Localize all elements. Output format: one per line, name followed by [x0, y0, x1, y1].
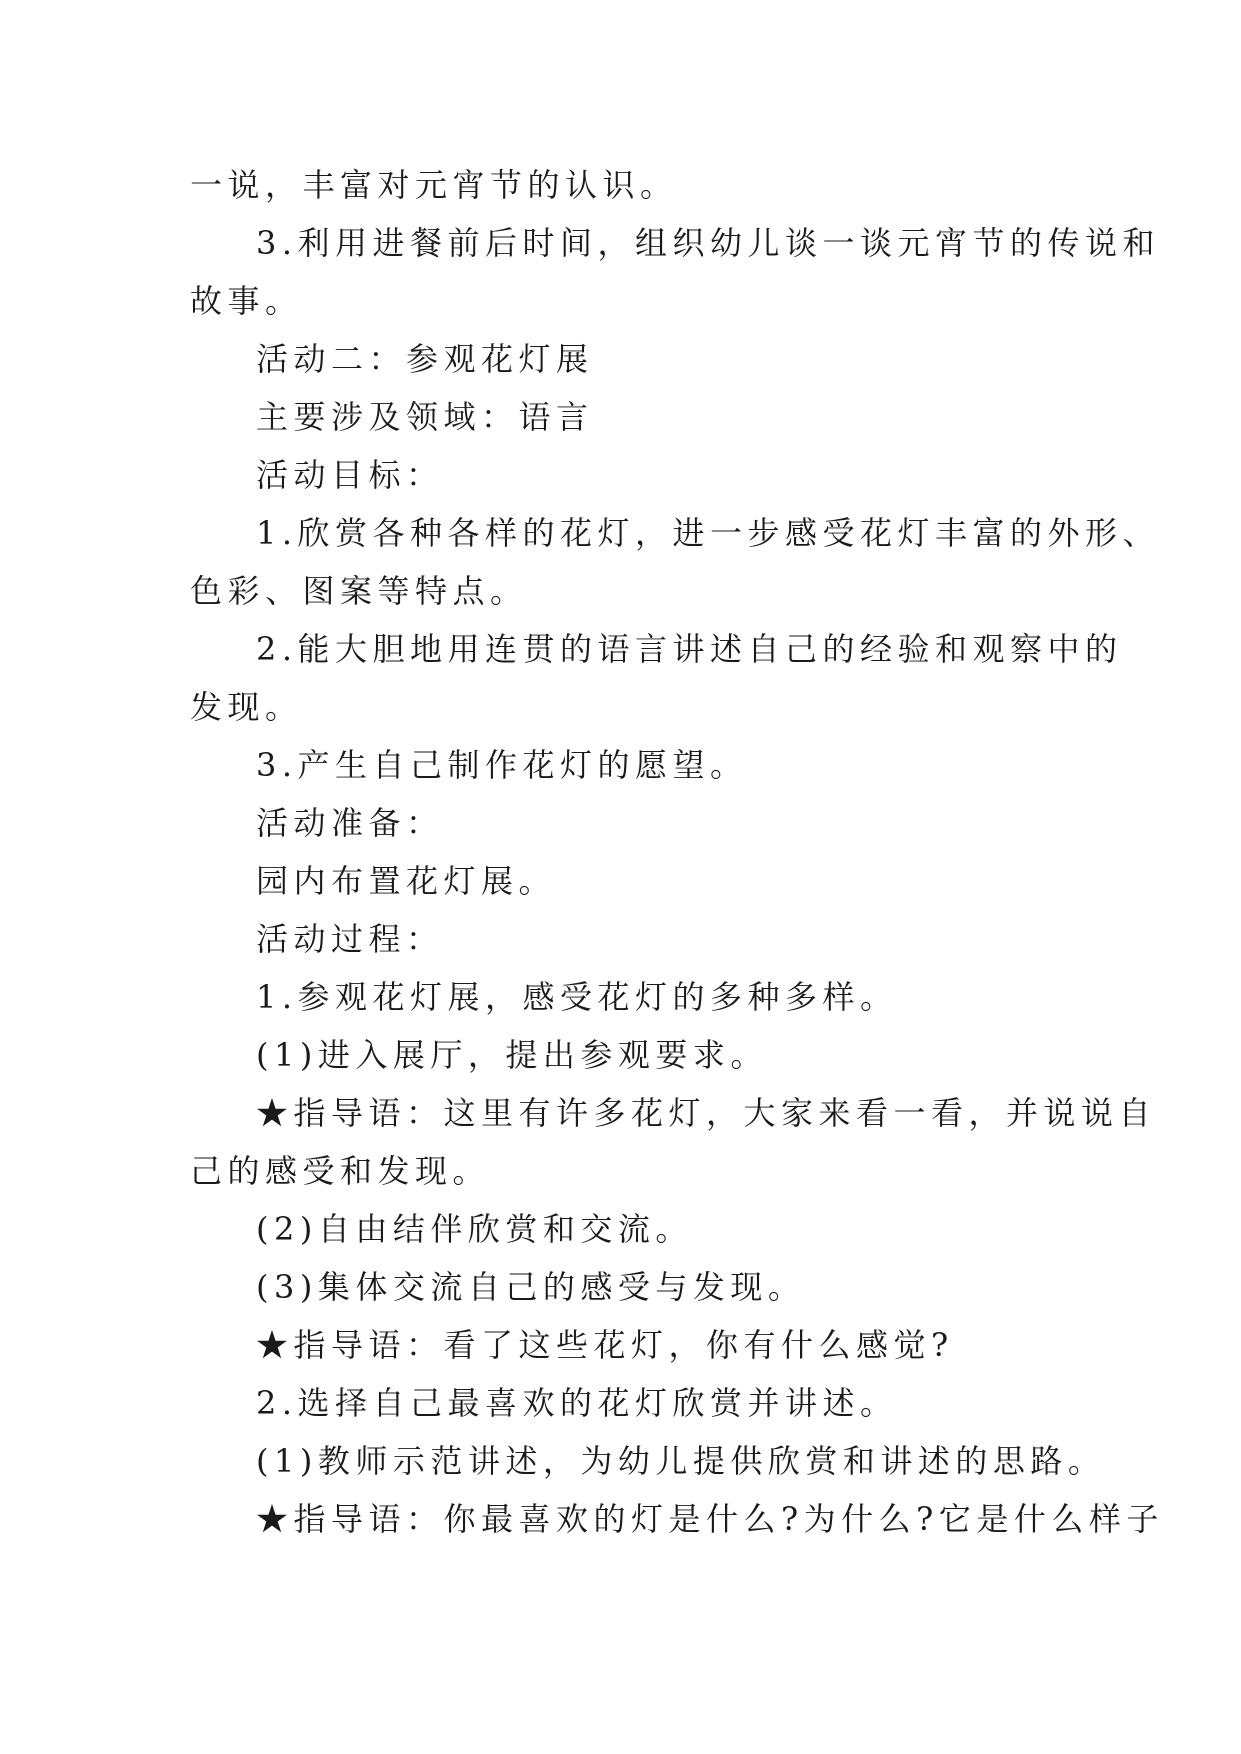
- text-line: ★指导语：这里有许多花灯，大家来看一看，并说说自: [256, 1094, 1157, 1132]
- text-line: 1.欣赏各种各样的花灯，进一步感受花灯丰富的外形、: [256, 514, 1161, 552]
- text-line: 主要涉及领域：语言: [256, 398, 594, 436]
- text-line: 己的感受和发现。: [190, 1152, 491, 1190]
- text-line: 发现。: [190, 688, 303, 726]
- text-line: ★指导语：看了这些花灯，你有什么感觉?: [256, 1326, 954, 1364]
- text-line: 3.利用进餐前后时间，组织幼儿谈一谈元宵节的传说和: [256, 224, 1161, 262]
- text-line: (1)教师示范讲述，为幼儿提供欣赏和讲述的思路。: [256, 1442, 1106, 1480]
- text-line: 1.参观花灯展，感受花灯的多种多样。: [256, 978, 898, 1016]
- text-line: 3.产生自己制作花灯的愿望。: [256, 746, 748, 784]
- text-line: 园内布置花灯展。: [256, 862, 557, 900]
- text-line: 色彩、图案等特点。: [190, 572, 528, 610]
- text-line: 2.选择自己最喜欢的花灯欣赏并讲述。: [256, 1384, 898, 1422]
- text-line: (3)集体交流自己的感受与发现。: [256, 1268, 806, 1306]
- text-line: 活动准备：: [256, 804, 444, 842]
- section-heading: 活动二：参观花灯展: [256, 340, 594, 378]
- text-line: 一说，丰富对元宵节的认识。: [190, 166, 678, 204]
- text-line: ★指导语：你最喜欢的灯是什么?为什么?它是什么样子: [256, 1500, 1164, 1538]
- text-line: (2)自由结伴欣赏和交流。: [256, 1210, 693, 1248]
- text-line: 故事。: [190, 282, 303, 320]
- text-line: 2.能大胆地用连贯的语言讲述自己的经验和观察中的: [256, 630, 1123, 668]
- text-line: 活动目标：: [256, 456, 444, 494]
- text-line: (1)进入展厅，提出参观要求。: [256, 1036, 768, 1074]
- text-line: 活动过程：: [256, 920, 444, 958]
